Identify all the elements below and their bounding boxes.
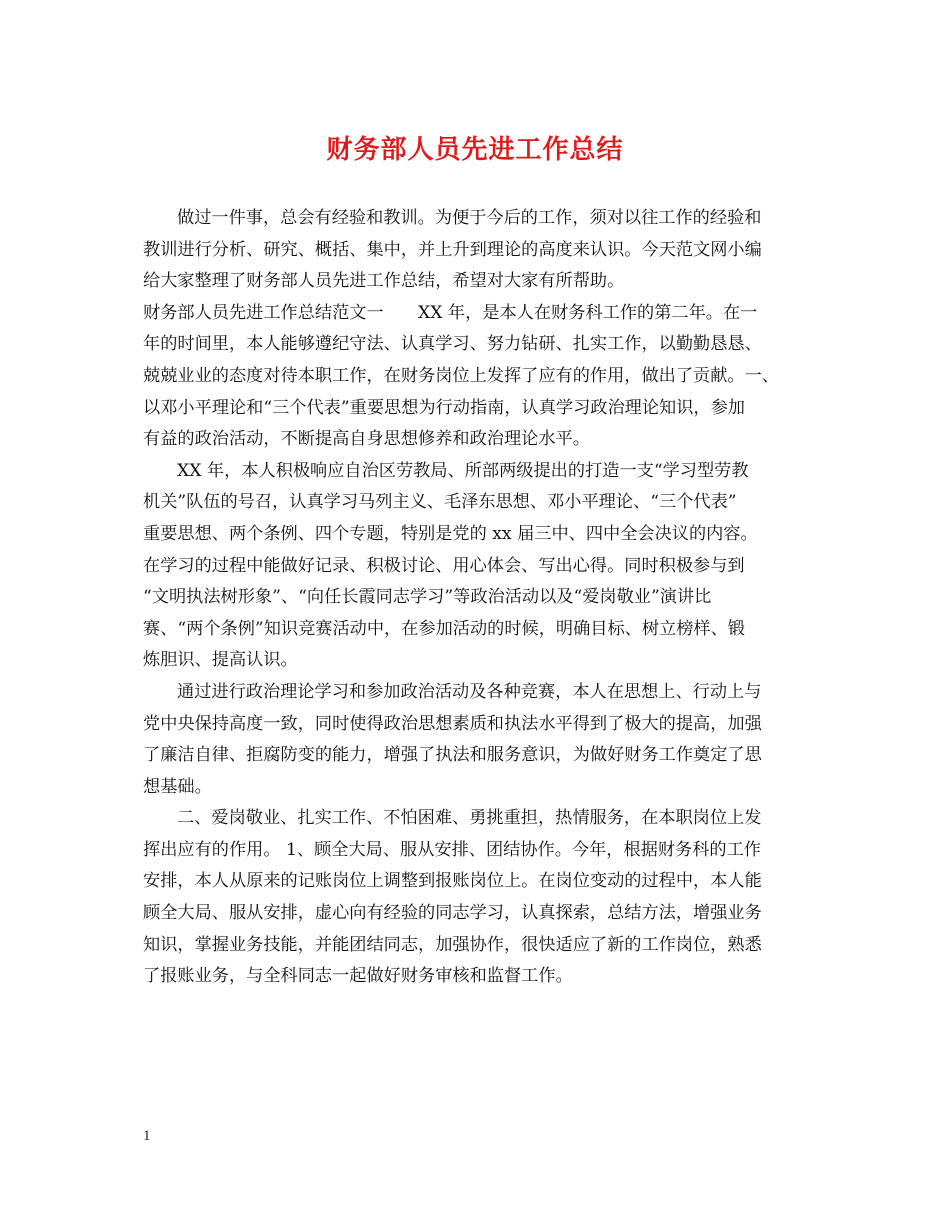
body-line: 了廉洁自律、拒腐防变的能力，增强了执法和服务意识，为做好财务工作奠定了思	[143, 745, 762, 766]
body-line: 想基础。	[143, 776, 212, 797]
body-line: 兢兢业业的态度对待本职工作，在财务岗位上发挥了应有的作用，做出了贡献。一、	[143, 365, 779, 386]
body-line: “文明执法树形象”、“向任长霞同志学习”等政治活动以及“爱岗敬业”演讲比	[143, 587, 712, 608]
body-line: 安排，本人从原来的记账岗位上调整到报账岗位上。在岗位变动的过程中，本人能	[143, 871, 762, 892]
document-body	[143, 203, 823, 993]
body-line: 以邓小平理论和“三个代表”重要思想为行动指南，认真学习政治理论知识，参加	[143, 397, 745, 418]
body-line: 做过一件事，总会有经验和教训。为便于今后的工作，须对以往工作的经验和	[177, 208, 762, 228]
body-line: 给大家整理了财务部人员先进工作总结，希望对大家有所帮助。	[143, 271, 625, 292]
body-line: 二、爱岗敬业、扎实工作、不怕困难、勇挑重担，热情服务，在本职岗位上发	[177, 808, 762, 829]
document-title: 财务部人员先进工作总结	[326, 135, 624, 165]
body-line: 年的时间里，本人能够遵纪守法、认真学习、努力钻研、扎实工作，以勤勤恳恳、	[143, 334, 762, 355]
body-line: 炼胆识、提高认识。	[143, 650, 298, 671]
body-line: 赛、“两个条例”知识竞赛活动中，在参加活动的时候，明确目标、树立榜样、锻	[143, 618, 745, 639]
body-line: 挥出应有的作用。 1、顾全大局、服从安排、团结协作。今年，根据财务科的工作	[143, 839, 761, 860]
body-line: 重要思想、两个条例、四个专题，特别是党的 xx 届三中、四中全会决议的内容。	[143, 523, 758, 544]
body-line: 财务部人员先进工作总结范文一 XX 年，是本人在财务科工作的第二年。在一	[143, 302, 758, 323]
body-line: 了报账业务，与全科同志一起做好财务审核和监督工作。	[143, 966, 573, 987]
body-line: 机关”队伍的号召，认真学习马列主义、毛泽东思想、邓小平理论、“三个代表”	[143, 492, 737, 513]
body-line: 有益的政治活动，不断提高自身思想修养和政治理论水平。	[143, 429, 590, 450]
body-line: 知识，掌握业务技能，并能团结同志，加强协作，很快适应了新的工作岗位，熟悉	[143, 934, 762, 955]
body-line: 在学习的过程中能做好记录、积极讨论、用心体会、写出心得。同时积极参与到	[143, 555, 745, 576]
body-line: 教训进行分析、研究、概括、集中，并上升到理论的高度来认识。今天范文网小编	[143, 239, 762, 260]
body-line: XX 年，本人积极响应自治区劳教局、所部两级提出的打造一支“学习型劳教	[177, 460, 749, 481]
body-line: 通过进行政治理论学习和参加政治活动及各种竞赛，本人在思想上、行动上与	[177, 681, 762, 702]
page-number: 1	[143, 1128, 151, 1144]
body-line: 顾全大局、服从安排，虚心向有经验的同志学习，认真探索，总结方法，增强业务	[143, 903, 762, 924]
body-line: 党中央保持高度一致，同时使得政治思想素质和执法水平得到了极大的提高，加强	[143, 713, 762, 734]
